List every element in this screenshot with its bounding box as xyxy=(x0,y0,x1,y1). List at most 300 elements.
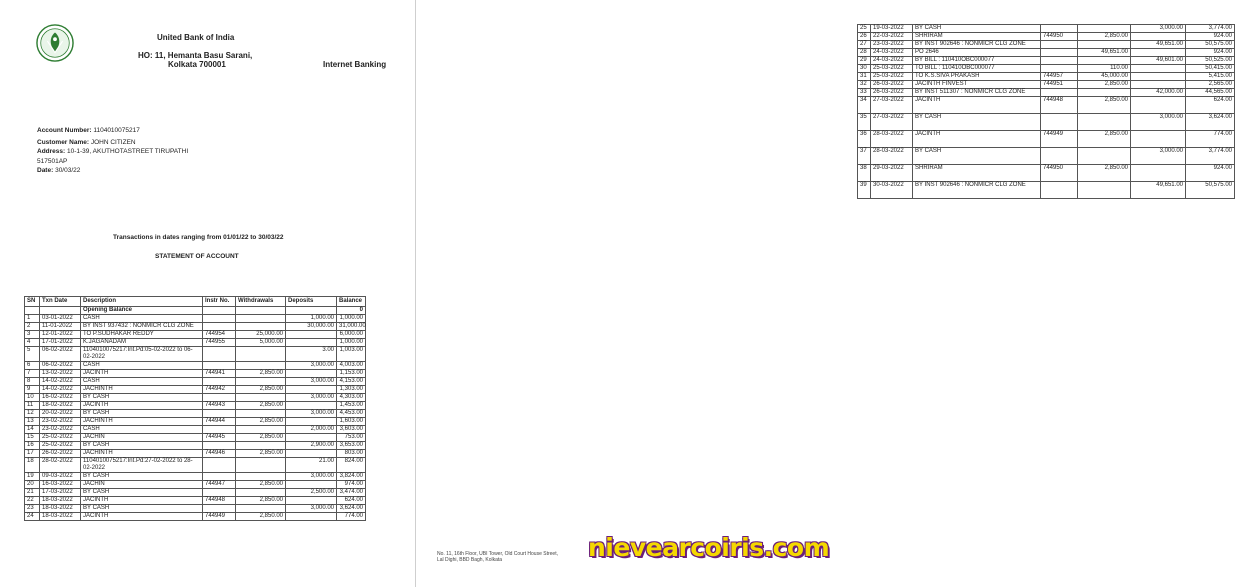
cell-dep: 49,651.00 xyxy=(1131,41,1186,49)
cell-dep: 3,000.00 xyxy=(286,394,337,402)
cell-wd xyxy=(236,458,286,473)
cell-sn: 21 xyxy=(25,489,40,497)
cell-bal: 3,824.00 xyxy=(337,473,366,481)
cell-date: 25-02-2022 xyxy=(40,434,81,442)
cell-date: 06-02-2022 xyxy=(40,347,81,362)
cell-wd xyxy=(236,505,286,513)
cell-bal: 1,000.00 xyxy=(337,315,366,323)
cell-dep xyxy=(286,339,337,347)
cell-date: 18-03-2022 xyxy=(40,497,81,505)
cell-bal: 50,525.00 xyxy=(1186,57,1235,65)
cell-dep: 3,000.00 xyxy=(286,362,337,370)
cell-bal: 624.00 xyxy=(1186,97,1235,114)
cell-instr xyxy=(203,362,236,370)
cell-date: 20-02-2022 xyxy=(40,410,81,418)
cell-bal: 5,415.00 xyxy=(1186,73,1235,81)
cell-dep: 49,601.00 xyxy=(1131,57,1186,65)
cell-date: 27-03-2022 xyxy=(871,114,913,131)
cell-wd xyxy=(236,323,286,331)
table-header xyxy=(25,297,366,307)
cell-dep xyxy=(1131,65,1186,73)
cell-sn: 16 xyxy=(25,442,40,450)
cell-bal: 2,565.00 xyxy=(1186,81,1235,89)
cell-sn: 28 xyxy=(858,49,871,57)
cell-desc: JACINTH xyxy=(913,97,1041,114)
cell-desc: K.JAGANADAM xyxy=(81,339,203,347)
cell-dep: 1,000.00 xyxy=(286,315,337,323)
cell-instr xyxy=(1041,49,1078,57)
table-row xyxy=(25,362,366,370)
cell-wd xyxy=(1078,89,1131,97)
cell-bal: 824.00 xyxy=(337,458,366,473)
cell-desc: BY INST 937432 : NONMICR CLG ZONE xyxy=(81,323,203,331)
cell-instr: 744943 xyxy=(203,402,236,410)
cell-bal: 6,000.00 xyxy=(337,331,366,339)
table-row xyxy=(25,481,366,489)
cell-instr xyxy=(203,347,236,362)
cell-bal: 50,415.00 xyxy=(1186,65,1235,73)
customer-name: Customer Name: JOHN CITIZEN xyxy=(37,139,136,146)
cell-date: 24-03-2022 xyxy=(871,49,913,57)
cell-date: 22-03-2022 xyxy=(871,33,913,41)
cell-dep: 3,000.00 xyxy=(286,505,337,513)
cell-bal: 974.00 xyxy=(337,481,366,489)
cell-sn: 25 xyxy=(858,25,871,33)
cell-sn: 3 xyxy=(25,331,40,339)
col-balance: Balance xyxy=(337,297,366,307)
col-description: Description xyxy=(81,297,203,307)
cell-desc: BY INST 902646 : NONMICR CLG ZONE xyxy=(913,41,1041,49)
cell-wd xyxy=(1078,114,1131,131)
table-row xyxy=(25,347,366,362)
cell-bal: 774.00 xyxy=(337,513,366,521)
cell-instr xyxy=(203,378,236,386)
cell-bal: 624.00 xyxy=(337,497,366,505)
cell-desc: TO P.SUDHAKAR REDDY xyxy=(81,331,203,339)
cell-date: 14-02-2022 xyxy=(40,386,81,394)
cell-desc: JACINTH FINVEST xyxy=(913,81,1041,89)
cell-wd xyxy=(1078,25,1131,33)
cell-instr xyxy=(203,410,236,418)
cell-dep xyxy=(1131,73,1186,81)
cell-instr xyxy=(203,442,236,450)
cell-date: 28-02-2022 xyxy=(40,458,81,473)
cell-dep xyxy=(286,402,337,410)
table-row xyxy=(858,97,1235,114)
statement-page-2 xyxy=(416,0,1232,587)
cell-sn: 35 xyxy=(858,114,871,131)
cell-date: 28-03-2022 xyxy=(871,148,913,165)
table-row xyxy=(858,89,1235,97)
cell-desc: BY CASH xyxy=(81,442,203,450)
table-row xyxy=(858,131,1235,148)
cell-wd: 2,850.00 xyxy=(236,450,286,458)
cell-desc: JACINTH xyxy=(81,497,203,505)
cell-desc: BY CASH xyxy=(913,114,1041,131)
cell-instr xyxy=(203,394,236,402)
col-deposits: Deposits xyxy=(286,297,337,307)
cell-sn: 13 xyxy=(25,418,40,426)
cell-wd xyxy=(236,394,286,402)
table-row xyxy=(25,386,366,394)
table-row xyxy=(25,370,366,378)
cell-bal: 3,653.00 xyxy=(337,442,366,450)
table-row xyxy=(858,73,1235,81)
cell-date: 03-01-2022 xyxy=(40,315,81,323)
cell-sn: 31 xyxy=(858,73,871,81)
cell-dep xyxy=(1131,81,1186,89)
cell-instr xyxy=(203,505,236,513)
cell-bal: 3,624.00 xyxy=(1186,114,1235,131)
cell-wd: 2,850.00 xyxy=(236,386,286,394)
cell-bal: 4,303.00 xyxy=(337,394,366,402)
cell-desc: JACHINTH xyxy=(81,386,203,394)
cell-desc: JACHIN xyxy=(81,434,203,442)
cell-instr xyxy=(1041,89,1078,97)
cell-desc: JACINTH xyxy=(81,513,203,521)
table-row xyxy=(858,25,1235,33)
cell-instr: 744942 xyxy=(203,386,236,394)
address-line2: 517501AP xyxy=(37,158,68,165)
cell-date: 26-03-2022 xyxy=(871,89,913,97)
table-row xyxy=(25,434,366,442)
cell-dep xyxy=(286,481,337,489)
cell-dep xyxy=(286,307,337,315)
cell-sn: 8 xyxy=(25,378,40,386)
cell-instr xyxy=(1041,57,1078,65)
cell-bal: 50,575.00 xyxy=(1186,41,1235,49)
cell-instr: 744950 xyxy=(1041,33,1078,41)
cell-dep xyxy=(286,418,337,426)
cell-dep xyxy=(286,386,337,394)
cell-bal: 774.00 xyxy=(1186,131,1235,148)
cell-dep: 2,500.00 xyxy=(286,489,337,497)
cell-dep: 42,000.00 xyxy=(1131,89,1186,97)
cell-dep: 3,000.00 xyxy=(286,378,337,386)
statement-title: STATEMENT OF ACCOUNT xyxy=(155,253,239,260)
bank-name: United Bank of India xyxy=(157,33,235,42)
cell-instr: 744947 xyxy=(203,481,236,489)
cell-wd xyxy=(1078,182,1131,199)
cell-instr: 744948 xyxy=(1041,97,1078,114)
cell-sn: 27 xyxy=(858,41,871,49)
cell-sn: 22 xyxy=(25,497,40,505)
cell-date: 18-03-2022 xyxy=(40,513,81,521)
cell-sn: 15 xyxy=(25,434,40,442)
footer-address: No. 11, 16th Floor, UBI Tower, Old Court House Street, Lal Dighi, BBD Bagh, Kolkata xyxy=(437,551,558,563)
head-office-line2: Kolkata 700001 xyxy=(168,60,226,69)
cell-sn: 30 xyxy=(858,65,871,73)
cell-date: 12-01-2022 xyxy=(40,331,81,339)
cell-desc: BY INST 511307 : NONMICR CLG ZONE xyxy=(913,89,1041,97)
cell-wd xyxy=(236,315,286,323)
cell-desc: BY CASH xyxy=(913,148,1041,165)
watermark: nievearcoiris.com xyxy=(588,533,830,562)
cell-dep xyxy=(286,450,337,458)
cell-wd: 2,850.00 xyxy=(236,497,286,505)
cell-date: 06-02-2022 xyxy=(40,362,81,370)
statement-page-1 xyxy=(0,0,415,587)
cell-dep: 21.00 xyxy=(286,458,337,473)
cell-date: 26-02-2022 xyxy=(40,450,81,458)
cell-instr xyxy=(203,473,236,481)
cell-desc: JACHINTH xyxy=(81,450,203,458)
cell-bal: 3,774.00 xyxy=(1186,25,1235,33)
table-row xyxy=(25,497,366,505)
cell-instr: 744957 xyxy=(1041,73,1078,81)
table-row xyxy=(858,165,1235,182)
table-row xyxy=(25,394,366,402)
table-row xyxy=(858,182,1235,199)
cell-sn: 32 xyxy=(858,81,871,89)
cell-bal: 31,000.00 xyxy=(337,323,366,331)
cell-wd xyxy=(1078,148,1131,165)
cell-dep: 3,000.00 xyxy=(1131,148,1186,165)
cell-date: 25-02-2022 xyxy=(40,442,81,450)
cell-sn: 37 xyxy=(858,148,871,165)
cell-desc: TO K.S.SIVA PRAKASH xyxy=(913,73,1041,81)
cell-desc: BY CASH xyxy=(81,505,203,513)
cell-wd: 2,850.00 xyxy=(236,418,286,426)
cell-desc: JACHINTH xyxy=(81,418,203,426)
cell-wd xyxy=(236,473,286,481)
cell-desc: TO BILL : 110410OBC000077 xyxy=(913,65,1041,73)
cell-dep xyxy=(1131,131,1186,148)
address: Address: 10-1-39, AKUTHOTASTREET TIRUPATHI xyxy=(37,148,189,155)
cell-bal: 1,303.00 xyxy=(337,386,366,394)
cell-sn: 33 xyxy=(858,89,871,97)
cell-wd xyxy=(236,347,286,362)
cell-desc: JACHIN xyxy=(81,481,203,489)
cell-sn: 39 xyxy=(858,182,871,199)
cell-sn: 1 xyxy=(25,315,40,323)
cell-instr xyxy=(203,489,236,497)
cell-wd: 2,850.00 xyxy=(236,434,286,442)
cell-desc: 1104010075217:Int.Pd:27-02-2022 to 28-02-2022 xyxy=(81,458,203,473)
cell-desc: BY BILL : 110410OBC000077 xyxy=(913,57,1041,65)
cell-dep: 3,000.00 xyxy=(286,410,337,418)
table-row xyxy=(858,114,1235,131)
table-row xyxy=(858,148,1235,165)
cell-date: 25-03-2022 xyxy=(871,73,913,81)
cell-instr: 744951 xyxy=(1041,81,1078,89)
channel-label: Internet Banking xyxy=(323,60,387,69)
head-office-line1: HO: 11, Hemanta Basu Sarani, xyxy=(138,51,253,60)
cell-bal: 924.00 xyxy=(1186,33,1235,41)
cell-instr xyxy=(1041,182,1078,199)
table-row xyxy=(858,57,1235,65)
cell-date: 19-03-2022 xyxy=(871,25,913,33)
cell-date: 30-03-2022 xyxy=(871,182,913,199)
cell-bal: 1,003.00 xyxy=(337,347,366,362)
cell-wd xyxy=(236,378,286,386)
table-row xyxy=(858,49,1235,57)
cell-sn: 5 xyxy=(25,347,40,362)
cell-date: 16-02-2022 xyxy=(40,394,81,402)
cell-dep xyxy=(1131,97,1186,114)
cell-bal: 1,000.00 xyxy=(337,339,366,347)
cell-sn: 6 xyxy=(25,362,40,370)
cell-instr xyxy=(1041,25,1078,33)
period-text: Transactions in dates ranging from 01/01/22 to 30/03/22 xyxy=(113,234,284,241)
cell-wd xyxy=(236,426,286,434)
cell-wd xyxy=(236,307,286,315)
table-row xyxy=(25,489,366,497)
cell-dep xyxy=(286,497,337,505)
cell-sn: 24 xyxy=(25,513,40,521)
cell-instr: 744954 xyxy=(203,331,236,339)
cell-desc: CASH xyxy=(81,362,203,370)
cell-bal: 924.00 xyxy=(1186,165,1235,182)
cell-bal: 50,575.00 xyxy=(1186,182,1235,199)
cell-instr: 744948 xyxy=(203,497,236,505)
cell-instr: 744944 xyxy=(203,418,236,426)
cell-bal: 0 xyxy=(337,307,366,315)
cell-wd: 2,850.00 xyxy=(236,402,286,410)
cell-instr: 744946 xyxy=(203,450,236,458)
cell-date: 28-03-2022 xyxy=(871,131,913,148)
table-row xyxy=(25,339,366,347)
cell-date: 26-03-2022 xyxy=(871,81,913,89)
cell-instr: 744949 xyxy=(1041,131,1078,148)
cell-desc: CASH xyxy=(81,378,203,386)
cell-sn: 14 xyxy=(25,426,40,434)
cell-dep: 3,000.00 xyxy=(286,473,337,481)
cell-desc: SHRIRAM xyxy=(913,33,1041,41)
cell-date: 13-02-2022 xyxy=(40,370,81,378)
cell-bal: 1,153.00 xyxy=(337,370,366,378)
cell-dep: 49,651.00 xyxy=(1131,182,1186,199)
cell-sn: 18 xyxy=(25,458,40,473)
cell-bal: 1,453.00 xyxy=(337,402,366,410)
cell-instr xyxy=(1041,114,1078,131)
cell-date: 14-02-2022 xyxy=(40,378,81,386)
cell-sn: 2 xyxy=(25,323,40,331)
cell-date: 29-03-2022 xyxy=(871,165,913,182)
cell-wd: 2,850.00 xyxy=(236,370,286,378)
cell-bal: 1,603.00 xyxy=(337,418,366,426)
cell-sn: 4 xyxy=(25,339,40,347)
cell-dep xyxy=(286,370,337,378)
cell-wd xyxy=(236,410,286,418)
col-date: Txn Date xyxy=(40,297,81,307)
cell-wd xyxy=(236,362,286,370)
cell-dep xyxy=(1131,33,1186,41)
cell-bal: 924.00 xyxy=(1186,49,1235,57)
table-row xyxy=(25,426,366,434)
table-row xyxy=(25,513,366,521)
table-row xyxy=(858,41,1235,49)
cell-date xyxy=(40,307,81,315)
cell-bal: 3,603.00 xyxy=(337,426,366,434)
cell-bal: 753.00 xyxy=(337,434,366,442)
cell-date: 18-03-2022 xyxy=(40,505,81,513)
bank-logo xyxy=(36,24,74,62)
opening-balance-row xyxy=(25,307,366,315)
col-sn: SN xyxy=(25,297,40,307)
cell-wd: 2,850.00 xyxy=(1078,33,1131,41)
table-row xyxy=(858,65,1235,73)
cell-instr: 744941 xyxy=(203,370,236,378)
table-row xyxy=(25,331,366,339)
cell-dep xyxy=(286,513,337,521)
table-row xyxy=(25,442,366,450)
cell-wd: 5,000.00 xyxy=(236,339,286,347)
cell-instr xyxy=(203,426,236,434)
cell-sn: 26 xyxy=(858,33,871,41)
cell-desc: BY CASH xyxy=(81,473,203,481)
cell-bal: 3,474.00 xyxy=(337,489,366,497)
cell-sn: 38 xyxy=(858,165,871,182)
cell-desc: Opening Balance xyxy=(81,307,203,315)
col-instr: Instr No. xyxy=(203,297,236,307)
cell-dep: 3,000.00 xyxy=(1131,25,1186,33)
table-row xyxy=(25,410,366,418)
table-row xyxy=(25,378,366,386)
cell-desc: BY CASH xyxy=(913,25,1041,33)
table-row xyxy=(25,418,366,426)
cell-wd: 110.00 xyxy=(1078,65,1131,73)
cell-desc: JACINTH xyxy=(81,370,203,378)
cell-wd: 49,651.00 xyxy=(1078,49,1131,57)
cell-date: 17-03-2022 xyxy=(40,489,81,497)
cell-instr xyxy=(203,458,236,473)
cell-bal: 44,565.00 xyxy=(1186,89,1235,97)
cell-date: 23-02-2022 xyxy=(40,426,81,434)
table-row xyxy=(25,458,366,473)
statement-date: Date: 30/03/22 xyxy=(37,167,81,174)
cell-date: 24-03-2022 xyxy=(871,57,913,65)
col-withdrawals: Withdrawals xyxy=(236,297,286,307)
cell-wd: 2,850.00 xyxy=(236,481,286,489)
cell-date: 16-03-2022 xyxy=(40,481,81,489)
table-row xyxy=(25,402,366,410)
cell-date: 17-01-2022 xyxy=(40,339,81,347)
cell-wd xyxy=(236,442,286,450)
cell-wd: 45,000.00 xyxy=(1078,73,1131,81)
cell-bal: 3,774.00 xyxy=(1186,148,1235,165)
table-row xyxy=(858,81,1235,89)
table-row xyxy=(25,323,366,331)
cell-sn: 29 xyxy=(858,57,871,65)
cell-dep: 3.00 xyxy=(286,347,337,362)
cell-desc: JACINTH xyxy=(913,131,1041,148)
cell-bal: 4,453.00 xyxy=(337,410,366,418)
cell-desc: BY CASH xyxy=(81,410,203,418)
table-row xyxy=(25,315,366,323)
cell-sn: 36 xyxy=(858,131,871,148)
cell-wd: 2,850.00 xyxy=(1078,165,1131,182)
cell-dep: 30,000.00 xyxy=(286,323,337,331)
cell-sn: 17 xyxy=(25,450,40,458)
cell-dep xyxy=(286,331,337,339)
cell-dep: 2,900.00 xyxy=(286,442,337,450)
table-row xyxy=(25,505,366,513)
cell-dep: 3,000.00 xyxy=(1131,114,1186,131)
cell-wd: 2,850.00 xyxy=(1078,97,1131,114)
cell-desc: BY CASH xyxy=(81,394,203,402)
account-number: Account Number: 1104010075217 xyxy=(37,127,140,134)
cell-wd: 25,000.00 xyxy=(236,331,286,339)
cell-sn: 19 xyxy=(25,473,40,481)
cell-instr xyxy=(1041,65,1078,73)
cell-desc: PO 2646 xyxy=(913,49,1041,57)
table-row xyxy=(25,473,366,481)
cell-desc: BY CASH xyxy=(81,489,203,497)
cell-sn: 34 xyxy=(858,97,871,114)
cell-dep: 2,000.00 xyxy=(286,426,337,434)
cell-sn: 20 xyxy=(25,481,40,489)
